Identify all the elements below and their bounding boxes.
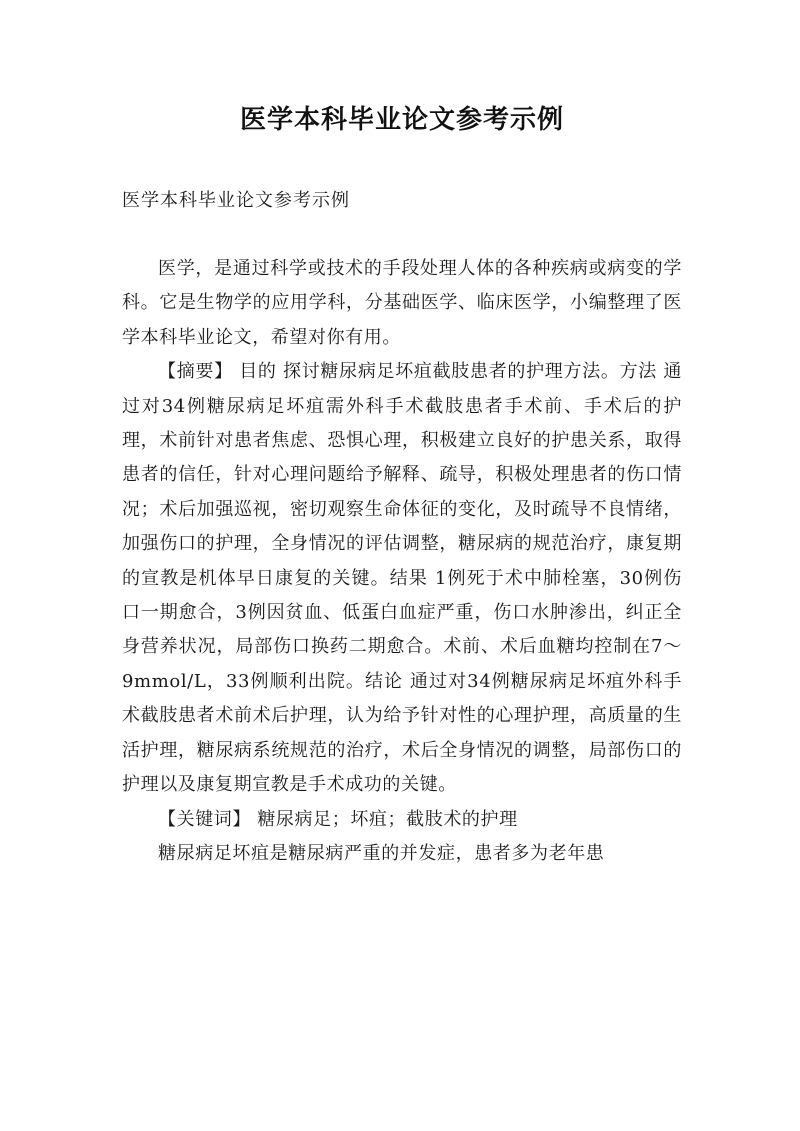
abstract-paragraph	[122, 355, 682, 802]
body-paragraph: 糖尿病足坏疽是糖尿病严重的并发症，患者多为老年患	[158, 842, 605, 864]
document-title: 医学本科毕业论文参考示例	[239, 105, 564, 135]
document-subtitle: 医学本科毕业论文参考示例	[122, 190, 350, 211]
keywords-paragraph	[122, 803, 682, 837]
keywords-text: 糖尿病足；坏疽；截肢术的护理	[251, 808, 518, 830]
abstract-label: 【摘要】	[158, 361, 233, 383]
document-body	[122, 252, 682, 871]
keywords-label: 【关键词】	[158, 808, 251, 830]
intro-paragraph: 医学，是通过科学或技术的手段处理人体的各种疾病或病变的学科。它是生物学的应用学科，分基础医学、临床医学，小编整理了医学本科毕业论文，希望对你有用。	[122, 258, 682, 348]
abstract-text: 目的 探讨糖尿病足坏疽截肢患者的护理方法。方法 通过对34例糖尿病足坏疽需外科手术截肢患者手术前、手术后的护理，术前针对患者焦虑、恐惧心理，积极建立良好的护患关系，取得患者的信任，针对心理问题给予解释、疏导，积极处理患者的伤口情况；术后加强巡视，密切观察生命体征的变化，及时疏导不良情绪，加强伤口的护理，全身情况的评估调整，糖尿病的规范治疗，康复期的宣教是机体早日康复的关键。结果 1例死于术中肺栓塞，30例伤口一期愈合，3例因贫血、低蛋白血症严重，伤口水肿渗出，纠正全身营养状况，局部伤口换药二期愈合。术前、术后血糖均控制在7～9mmol/L，33例顺利出院。结论 通过对34例糖尿病足坏疽外科手术截肢患者术前术后护理，认为给予针对性的心理护理，高质量的生活护理，糖尿病系统规范的治疗，术后全身情况的调整，局部伤口的护理以及康复期宣教是手术成功的关键。	[122, 361, 682, 796]
